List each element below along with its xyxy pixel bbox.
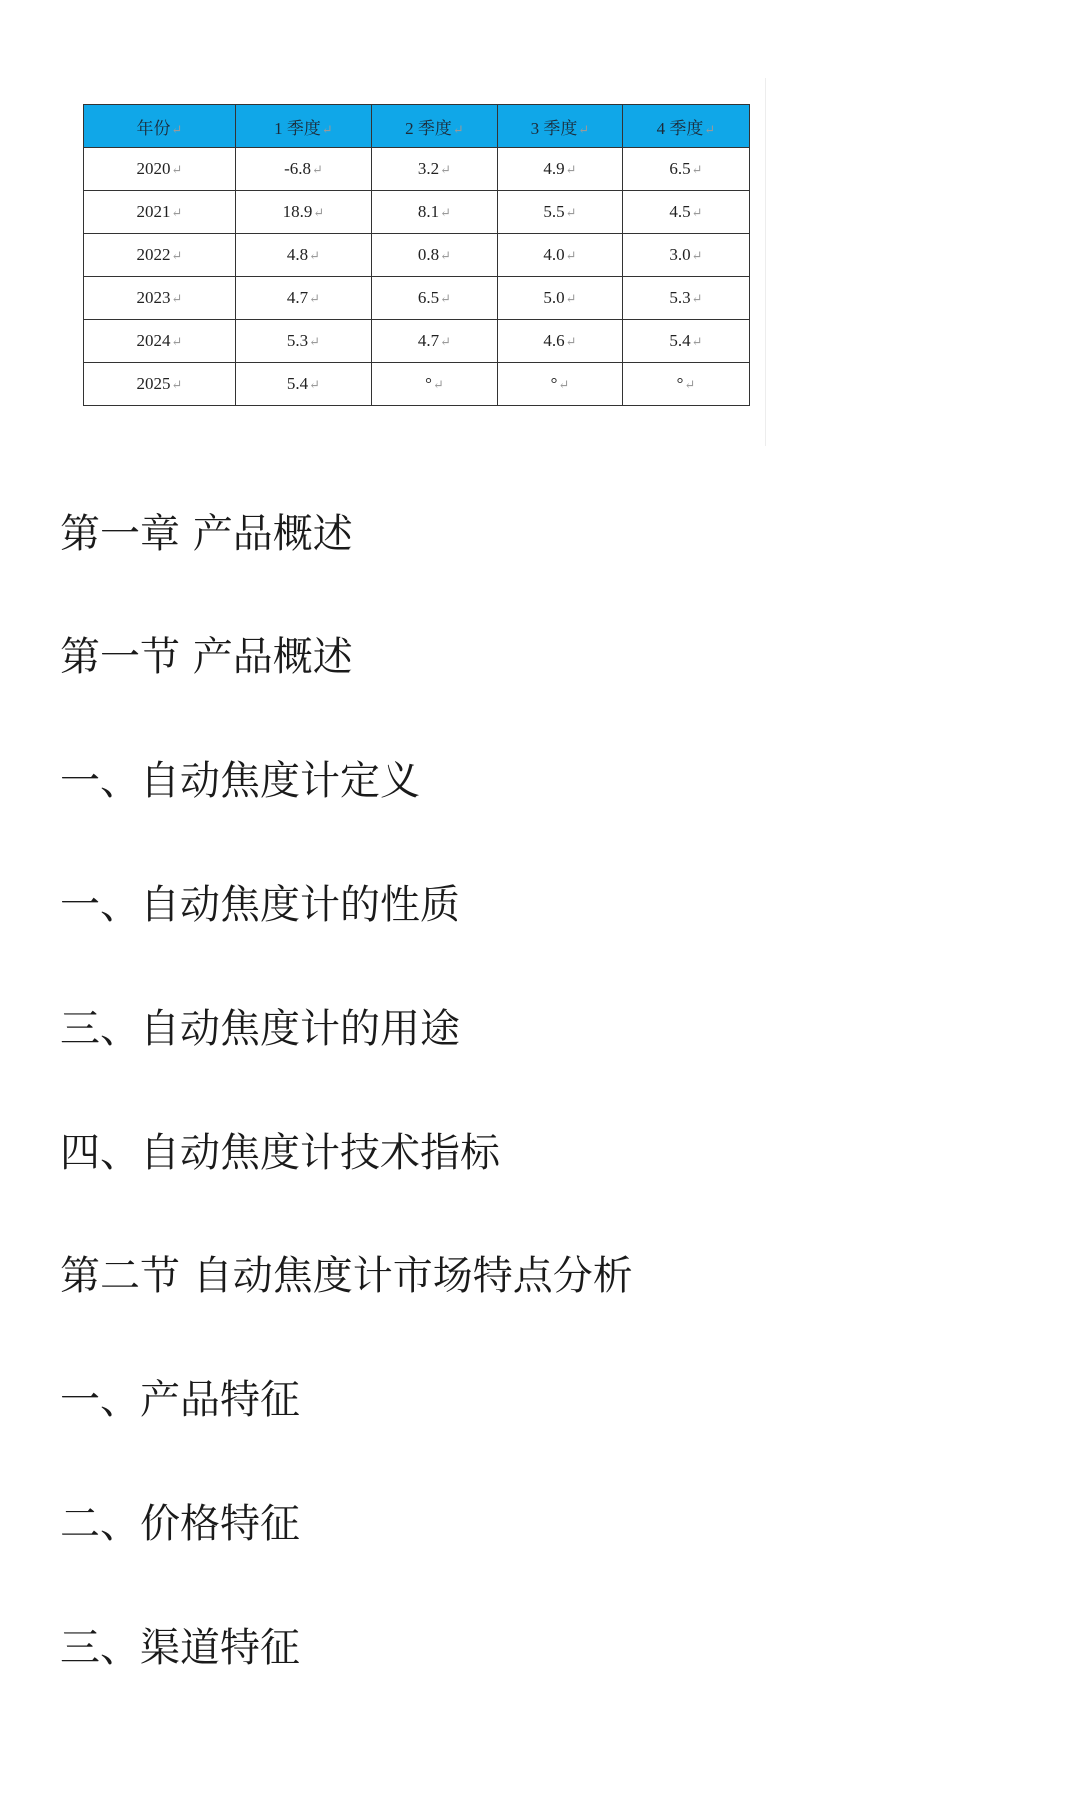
section-heading: 第二节 自动焦度计市场特点分析 [60,1253,633,1299]
header-q3: 3 季度↵ [498,105,623,148]
cell-q2: 8.1↵ [372,191,498,234]
subsection-heading: 一、产品特征 [60,1377,300,1423]
table-row [84,191,750,234]
subsection-heading: 一、自动焦度计的性质 [60,882,460,928]
table-header-row [84,105,750,148]
header-year: 年份↵ [84,105,236,148]
cell-q2: 0.8↵ [372,234,498,277]
cell-q1: 5.4↵ [236,363,372,406]
cell-q3: °↵ [498,363,623,406]
cell-q3: 4.6↵ [498,320,623,363]
cell-year: 2022↵ [84,234,236,277]
subsection-heading: 三、渠道特征 [60,1625,300,1671]
table-row [84,277,750,320]
header-q2: 2 季度↵ [372,105,498,148]
cell-q3: 5.5↵ [498,191,623,234]
cell-q4: 3.0↵ [623,234,750,277]
cell-q4: 5.3↵ [623,277,750,320]
gdp-table [83,104,750,406]
cell-q4: 6.5↵ [623,148,750,191]
cell-q1: 5.3↵ [236,320,372,363]
table-row [84,363,750,406]
cell-q2: 6.5↵ [372,277,498,320]
cell-q2: 4.7↵ [372,320,498,363]
cell-q4: 4.5↵ [623,191,750,234]
cell-q1: 4.7↵ [236,277,372,320]
subsection-heading: 一、自动焦度计定义 [60,758,420,804]
cell-q1: 18.9↵ [236,191,372,234]
cell-q2: °↵ [372,363,498,406]
section-heading: 第一节 产品概述 [60,634,353,680]
cell-q3: 4.0↵ [498,234,623,277]
cell-q4: °↵ [623,363,750,406]
cell-year: 2023↵ [84,277,236,320]
gdp-table-image [62,78,765,446]
table-row [84,320,750,363]
cell-year: 2024↵ [84,320,236,363]
cell-q3: 5.0↵ [498,277,623,320]
cell-q2: 3.2↵ [372,148,498,191]
table-row [84,148,750,191]
subsection-heading: 四、自动焦度计技术指标 [60,1130,500,1176]
header-q4: 4 季度↵ [623,105,750,148]
header-q1: 1 季度↵ [236,105,372,148]
cell-q1: 4.8↵ [236,234,372,277]
cell-year: 2025↵ [84,363,236,406]
chapter-heading: 第一章 产品概述 [60,511,353,557]
cell-q4: 5.4↵ [623,320,750,363]
cell-year: 2021↵ [84,191,236,234]
cell-year: 2020↵ [84,148,236,191]
cell-q3: 4.9↵ [498,148,623,191]
cell-q1: -6.8↵ [236,148,372,191]
subsection-heading: 二、价格特征 [60,1501,300,1547]
subsection-heading: 三、自动焦度计的用途 [60,1006,460,1052]
table-row [84,234,750,277]
